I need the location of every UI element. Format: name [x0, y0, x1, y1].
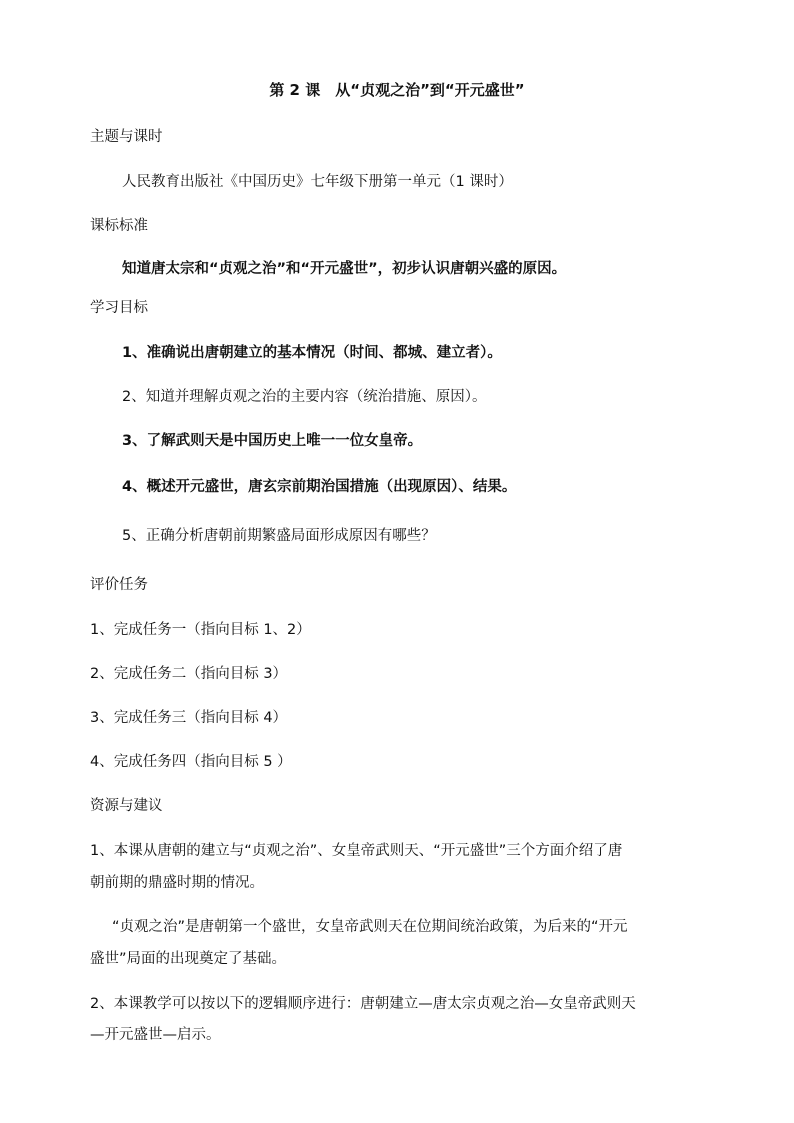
- lesson-title: 第 2 课 从“贞观之治”到“开元盛世”: [269, 81, 525, 99]
- topic-heading: 主题与课时: [90, 129, 163, 145]
- objective-item: 4、概述开元盛世，唐玄宗前期治国措施（出现原因）、结果。: [122, 479, 517, 495]
- resources-heading: 资源与建议: [90, 798, 163, 814]
- task-item: 4、完成任务四（指向目标 5 ）: [90, 754, 292, 770]
- objective-item: 2、知道并理解贞观之治的主要内容（统治措施、原因）。: [122, 389, 487, 405]
- resources-paragraph-2-line-1: “贞观之治”是唐朝第一个盛世，女皇帝武则天在位期间统治政策，为后来的“开元: [112, 919, 628, 935]
- objective-item: 3、了解武则天是中国历史上唯一一位女皇帝。: [122, 433, 423, 449]
- task-item: 2、完成任务二（指向目标 3）: [90, 666, 288, 682]
- topic-text: 人民教育出版社《中国历史》七年级下册第一单元（1 课时）: [122, 174, 513, 190]
- resources-paragraph-1-line-1: 1、本课从唐朝的建立与“贞观之治”、女皇帝武则天、“开元盛世”三个方面介绍了唐: [90, 843, 623, 859]
- tasks-heading: 评价任务: [90, 577, 148, 593]
- objective-item: 5、正确分析唐朝前期繁盛局面形成原因有哪些？: [122, 528, 436, 544]
- resources-paragraph-1-line-2: 朝前期的鼎盛时期的情况。: [90, 875, 264, 891]
- resources-paragraph-3-line-1: 2、本课教学可以按以下的逻辑顺序进行：唐朝建立—唐太宗贞观之治—女皇帝武则天: [90, 996, 636, 1012]
- standard-text: 知道唐太宗和“贞观之治”和“开元盛世”，初步认识唐朝兴盛的原因。: [122, 261, 567, 277]
- resources-paragraph-2-line-2: 盛世”局面的出现奠定了基础。: [90, 951, 287, 967]
- task-item: 1、完成任务一（指向目标 1、2）: [90, 622, 311, 638]
- task-item: 3、完成任务三（指向目标 4）: [90, 710, 288, 726]
- objectives-heading: 学习目标: [90, 300, 148, 316]
- standard-heading: 课标标准: [90, 218, 148, 234]
- objective-item: 1、准确说出唐朝建立的基本情况（时间、都城、建立者）。: [122, 345, 502, 361]
- resources-paragraph-3-line-2: —开元盛世—启示。: [90, 1027, 221, 1043]
